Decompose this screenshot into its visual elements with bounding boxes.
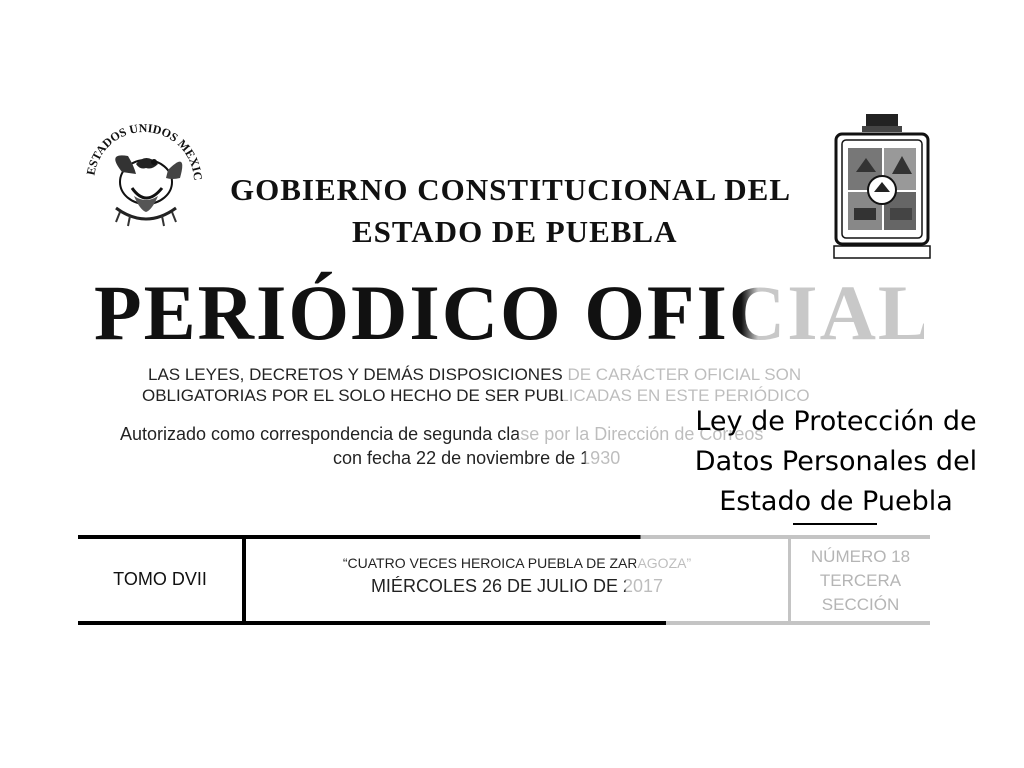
section-ordinal: TERCERA bbox=[819, 571, 902, 590]
issue-number-block bbox=[791, 545, 930, 617]
postal-authorization-line-1: Autorizado como correspondencia de segunda clase por la Dirección de Correos bbox=[120, 424, 764, 444]
issue-date: MIÉRCOLES 26 DE JULIO DE 2017 bbox=[246, 576, 788, 597]
law-title-line-2: Datos Personales del bbox=[694, 446, 978, 477]
law-title-overlay bbox=[680, 402, 992, 522]
volume-label: TOMO DVII bbox=[113, 569, 207, 589]
band-top-rule bbox=[78, 535, 930, 539]
issue-number: NÚMERO 18 bbox=[810, 547, 911, 566]
legal-notice-line-2: OBLIGATORIAS POR EL SOLO HECHO DE SER PUBLICADAS EN ESTE PERIÓDICO bbox=[142, 386, 810, 405]
legal-notice-line-1: LAS LEYES, DECRETOS Y DEMÁS DISPOSICIONES DE CARÁCTER OFICIAL SON bbox=[148, 365, 802, 384]
section-label: SECCIÓN bbox=[821, 595, 900, 614]
masthead-title: PERIÓDICO OFICIAL bbox=[94, 269, 932, 356]
svg-text:ESTADOS UNIDOS MEXICANOS: ESTADOS UNIDOS MEXIC bbox=[83, 120, 206, 182]
issue-info-band bbox=[78, 535, 930, 625]
national-seal-logo bbox=[76, 112, 212, 248]
band-bottom-rule bbox=[78, 621, 930, 625]
government-heading-line-2: ESTADO DE PUEBLA bbox=[352, 214, 678, 249]
government-heading-line-1: GOBIERNO CONSTITUCIONAL DEL bbox=[230, 172, 792, 207]
city-motto: “CUATRO VECES HEROICA PUEBLA DE ZARAGOZA” bbox=[246, 555, 788, 571]
law-title-line-1: Ley de Protección de bbox=[695, 406, 977, 437]
puebla-coat-of-arms-logo bbox=[826, 112, 938, 264]
postal-authorization-line-2: con fecha 22 de noviembre de 1930 bbox=[333, 448, 621, 468]
law-title-line-3: Estado de Puebla bbox=[719, 486, 953, 517]
title-underline-divider bbox=[793, 523, 877, 525]
